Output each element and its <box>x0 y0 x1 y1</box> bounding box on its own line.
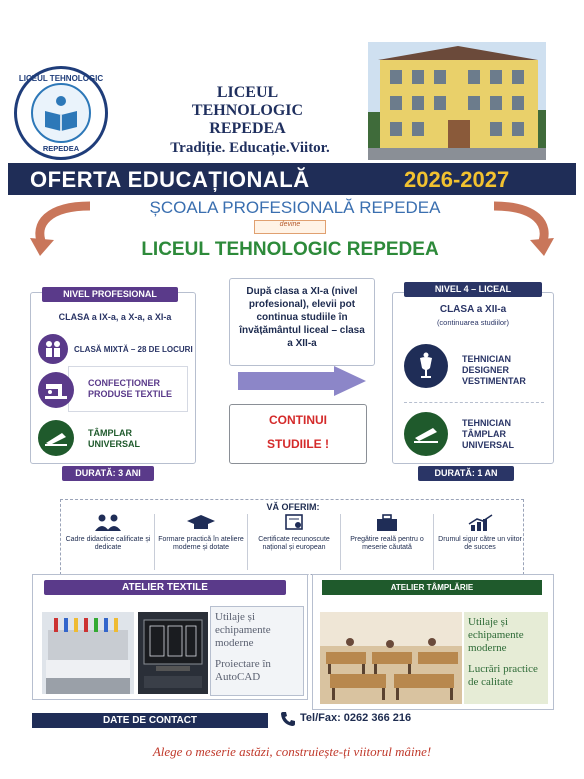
school-name-line: LICEUL <box>216 84 279 101</box>
offer-separator <box>340 514 341 570</box>
embroidery-machine-photo <box>42 612 134 694</box>
liceal-duration: DURATĂ: 1 AN <box>418 466 514 481</box>
mannequin-icon <box>404 344 448 388</box>
offer-item <box>63 514 153 553</box>
textile-feature-autocad: Proiectare în AutoCAD <box>215 658 271 683</box>
carpentry-tool-icon <box>404 412 448 456</box>
liceal-level-header: NIVEL 4 – LICEAL <box>404 282 542 297</box>
program-carpenter: TÂMPLAR UNIVERSAL <box>88 428 141 449</box>
textile-feature-equipment: Utilaje și echipamente moderne <box>215 611 271 649</box>
footer-slogan: Alege o meserie astăzi, construiește-ți viitorul mâine! <box>152 744 432 759</box>
program-fashion-designer: TEHNICIAN DESIGNER VESTIMENTAR <box>462 354 526 386</box>
teachers-icon <box>93 514 123 532</box>
carpentry-feature-equipment: Utilaje și echipamente moderne <box>468 616 524 654</box>
offer-box <box>60 499 524 575</box>
offer-item-text: Formare practică în ateliere moderne și dotate <box>158 535 244 551</box>
continue-studies-line2: STUDIILE ! <box>267 437 329 451</box>
professional-classes: CLASA a IX-a, a X-a, a XI-a <box>58 312 172 322</box>
offer-separator <box>247 514 248 570</box>
sewing-machine-icon <box>38 372 74 408</box>
phone-number: Tel/Fax: 0262 366 216 <box>300 712 412 724</box>
offer-item-text: Drumul sigur către un viitor de succes <box>438 535 522 551</box>
school-name <box>160 84 335 138</box>
carpentry-feature-quality: Lucrări practice de calitate <box>468 663 538 688</box>
school-name-line: REPEDEA <box>209 120 286 137</box>
logo-bottom-text: REPEDEA <box>42 144 80 153</box>
carpentry-workshop-features <box>464 612 548 704</box>
liceal-class-note: (continuarea studiilor) <box>436 318 510 327</box>
curved-arrow-left-icon <box>28 200 98 258</box>
continue-studies-line1: CONTINUI <box>269 413 327 427</box>
graduation-cap-icon <box>186 514 216 532</box>
cad-computer-photo <box>138 612 208 694</box>
carpentry-workshop-photo <box>320 612 462 704</box>
professional-level-header: NIVEL PROFESIONAL <box>42 287 178 302</box>
offer-item-text: Cadre didactice calificate și dedicate <box>65 535 151 551</box>
offer-item <box>156 514 246 553</box>
offer-item <box>249 514 339 553</box>
school-name-line: TEHNOLOGIC <box>191 102 304 119</box>
offer-separator <box>154 514 155 570</box>
offer-title: VĂ OFERIM: <box>266 502 320 512</box>
certificate-icon <box>279 514 309 532</box>
growth-chart-icon <box>465 514 495 532</box>
textile-workshop-features <box>210 606 304 696</box>
continuation-note: După clasa a XI-a (nivel profesional), elevii pot continua studiile în învățământul liceal – clasa a XII-a <box>239 286 365 349</box>
offer-separator <box>433 514 434 570</box>
contact-label: DATE DE CONTACT <box>32 713 268 728</box>
offer-item <box>435 514 525 553</box>
banner-title: OFERTA EDUCAȚIONALĂ <box>30 167 310 192</box>
continue-studies-box <box>229 404 367 464</box>
motto: Tradiție. Educație.Viitor. <box>170 140 330 156</box>
carpentry-plane-icon <box>38 420 74 456</box>
mixed-class-label: CLASĂ MIXTĂ – 28 DE LOCURI <box>74 345 193 354</box>
students-icon <box>38 334 68 364</box>
offer-item-text: Pregătire reală pentru o meserie căutată <box>350 535 424 551</box>
liceal-class: CLASA a XII-a <box>439 304 507 315</box>
school-building-photo <box>368 42 546 160</box>
phone-icon <box>280 711 296 727</box>
former-school-name: ȘCOALA PROFESIONALĂ REPEDEA <box>149 198 441 217</box>
program-textile-confectioner: CONFECȚIONER PRODUSE TEXTILE <box>88 378 173 399</box>
program-carpenter-technician: TEHNICIAN TÂMPLAR UNIVERSAL <box>462 418 515 450</box>
continuation-note-box <box>229 278 375 366</box>
textile-workshop-title: ATELIER TEXTILE <box>44 580 286 595</box>
offer-item-text: Certificate recunoscute național și european <box>258 535 330 551</box>
offer-item <box>342 514 432 553</box>
new-school-name: LICEUL TEHNOLOGIC REPEDEA <box>141 239 439 260</box>
divider <box>404 402 544 403</box>
logo-top-text: LICEUL TEHNOLOGIC <box>18 74 104 83</box>
transition-word: devine <box>254 220 326 234</box>
book-icon <box>31 83 91 143</box>
curved-arrow-right-icon <box>486 200 556 258</box>
carpentry-workshop-title: ATELIER TÂMPLĂRIE <box>322 580 542 595</box>
arrow-right-icon <box>238 366 368 396</box>
professional-duration: DURATĂ: 3 ANI <box>62 466 154 481</box>
briefcase-icon <box>372 514 402 532</box>
banner-year: 2026-2027 <box>404 167 510 192</box>
school-logo <box>14 66 108 160</box>
